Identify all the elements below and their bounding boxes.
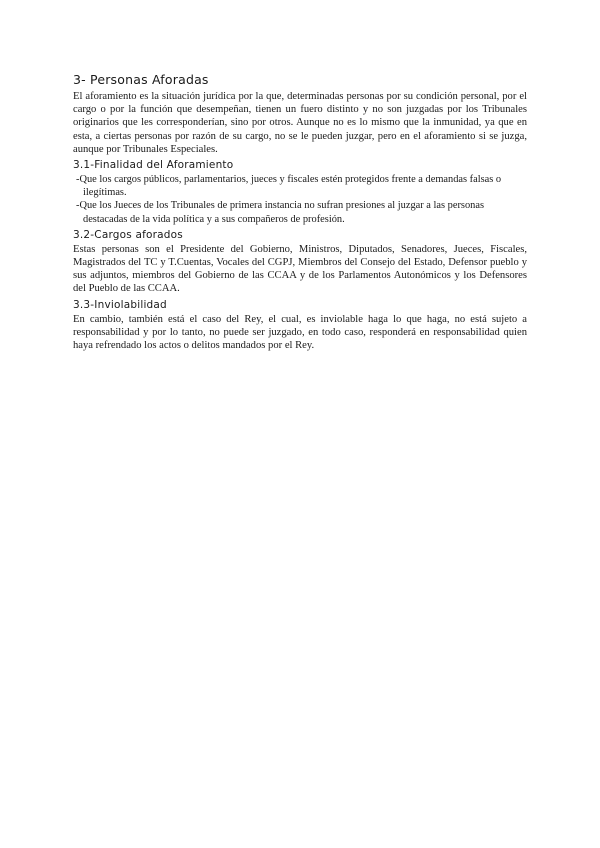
subsection-heading-cargos-aforados: 3.2-Cargos aforados [73,228,183,241]
subsection-heading-inviolabilidad: 3.3-Inviolabilidad [73,298,167,311]
bullet-item: -Que los Jueces de los Tribunales de primera instancia no sufran presiones al juzgar a las personas destacadas de la vida política y a sus compañeros de profesión. [76,200,485,225]
section-intro-paragraph: El aforamiento es la situación jurídica por la que, determinadas personas por su condición personal, por el cargo o por la función que desempeñan, tienen un fuero distinto y no son juzgadas por los Tribunales originarios que les corresponderían, sino por otros. Aunque no es lo mismo que la inmunidad, ya que en esta, a ciertas personas por razón de su cargo, no se le pueden juzgar, pero en el aforamiento si se juzga, aunque por Tribunales Especiales. [73,91,527,155]
subsection-heading-finalidad: 3.1-Finalidad del Aforamiento [73,159,234,172]
bullet-item: -Que los cargos públicos, parlamentarios, jueces y fiscales estén protegidos frente a demandas falsas o ilegítimas. [76,174,502,199]
section-heading-personas-aforadas: 3- Personas Aforadas [73,72,209,87]
cargos-aforados-paragraph: Estas personas son el Presidente del Gobierno, Ministros, Diputados, Senadores, Jueces, Fiscales, Magistrados del TC y T.Cuentas, Vocales del CGPJ, Miembros del Consejo del Estado, Defensor pueblo y sus adjuntos, miembros del Gobierno de las CCAA y de los Parlamentos Autonómicos y los Defensores del Pueblo de las CCAA. [73,243,527,295]
inviolabilidad-paragraph: En cambio, también está el caso del Rey, el cual, es inviolable haga lo que haga, no está sujeto a responsabilidad y por lo tanto, no puede ser juzgado, en todo caso, responderá en responsabilidad quien haya refrendado los actos o delitos mandados por el Rey. [73,313,527,352]
